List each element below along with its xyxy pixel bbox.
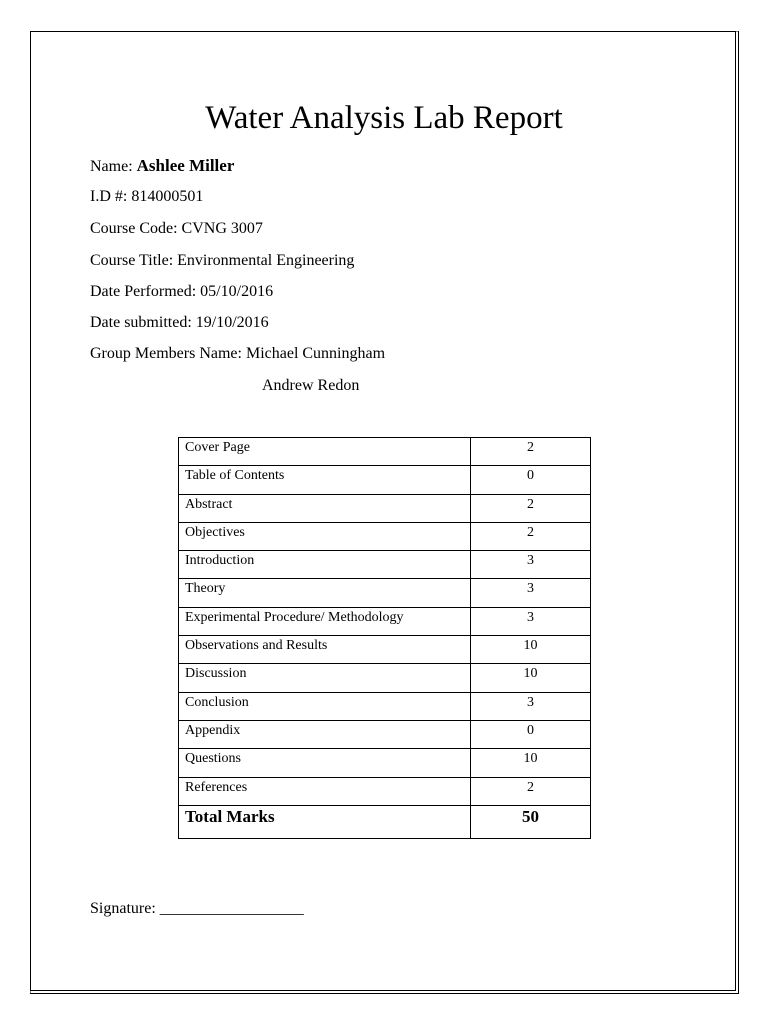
table-row (179, 494, 591, 522)
marks-cell: 3 (471, 551, 591, 579)
marks-cell: 2 (471, 494, 591, 522)
date-performed-line: Date Performed: 05/10/2016 (90, 283, 274, 300)
id-line: I.D #: 814000501 (90, 188, 204, 205)
table-row (179, 438, 591, 466)
section-cell: References (179, 777, 471, 805)
section-cell: Abstract (179, 494, 471, 522)
course-code-line: Course Code: CVNG 3007 (90, 220, 263, 237)
marks-cell: 2 (471, 438, 591, 466)
marks-cell: 3 (471, 692, 591, 720)
group-members-line: Group Members Name: Michael Cunningham (90, 345, 386, 362)
marks-table-body (179, 438, 591, 839)
section-cell: Experimental Procedure/ Methodology (179, 607, 471, 635)
section-cell: Discussion (179, 664, 471, 692)
group-member-2: Andrew Redon (262, 377, 360, 394)
report-title: Water Analysis Lab Report (205, 100, 563, 136)
section-cell: Observations and Results (179, 636, 471, 664)
section-cell: Cover Page (179, 438, 471, 466)
table-row (179, 522, 591, 550)
marks-cell: 0 (471, 466, 591, 494)
table-row (179, 720, 591, 748)
section-cell: Theory (179, 579, 471, 607)
total-row (179, 805, 591, 838)
student-name: Ashlee Miller (136, 156, 235, 175)
name-label: Name: (90, 158, 137, 175)
course-title-line: Course Title: Environmental Engineering (90, 252, 355, 269)
marks-table (178, 437, 591, 839)
marks-cell: 10 (471, 749, 591, 777)
table-row (179, 749, 591, 777)
table-row (179, 777, 591, 805)
marks-cell: 10 (471, 636, 591, 664)
table-row (179, 466, 591, 494)
marks-cell: 3 (471, 607, 591, 635)
section-cell: Objectives (179, 522, 471, 550)
section-cell: Questions (179, 749, 471, 777)
marks-cell: 2 (471, 522, 591, 550)
table-row (179, 664, 591, 692)
section-cell: Conclusion (179, 692, 471, 720)
table-row (179, 579, 591, 607)
total-label: Total Marks (179, 805, 471, 838)
date-submitted-line: Date submitted: 19/10/2016 (90, 314, 269, 331)
marks-cell: 2 (471, 777, 591, 805)
table-row (179, 551, 591, 579)
name-line (90, 155, 234, 178)
marks-cell: 0 (471, 720, 591, 748)
table-row (179, 636, 591, 664)
marks-cell: 10 (471, 664, 591, 692)
section-cell: Introduction (179, 551, 471, 579)
signature-line: Signature: __________________ (90, 900, 304, 917)
table-row (179, 692, 591, 720)
section-cell: Table of Contents (179, 466, 471, 494)
table-row (179, 607, 591, 635)
section-cell: Appendix (179, 720, 471, 748)
total-value: 50 (471, 805, 591, 838)
marks-cell: 3 (471, 579, 591, 607)
